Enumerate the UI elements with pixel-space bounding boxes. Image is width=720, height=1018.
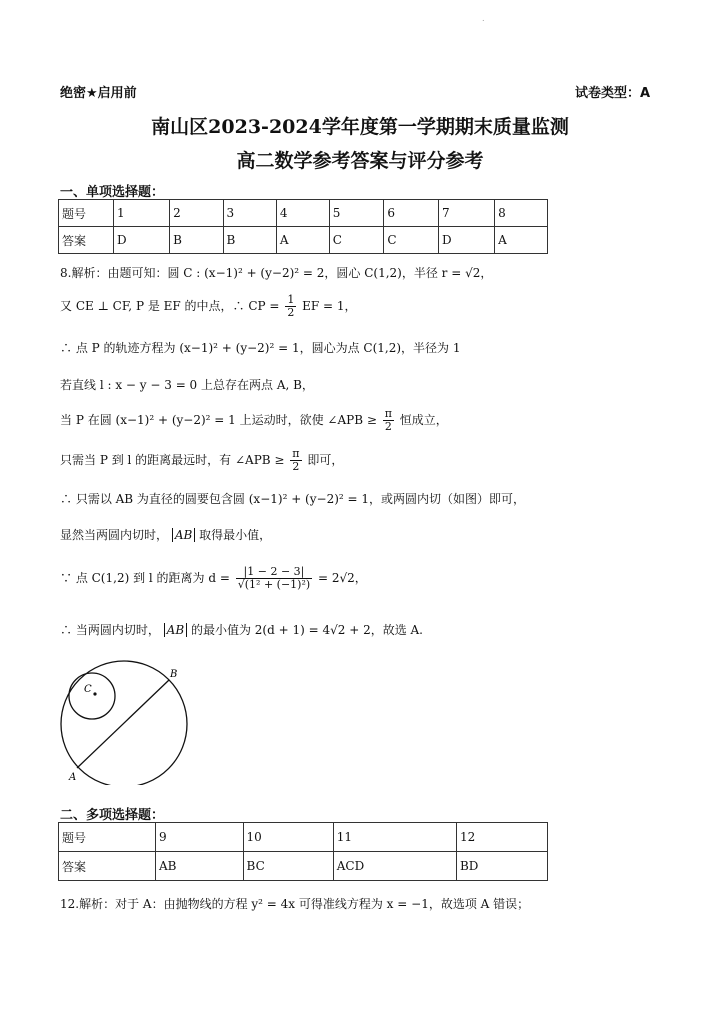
question-number: 10 bbox=[243, 823, 333, 852]
q8-line-8-text: 取得最小值， bbox=[199, 528, 272, 542]
fraction bbox=[236, 566, 312, 591]
fraction-denominator: 2 bbox=[292, 460, 300, 473]
q8-line-2-text: 又 CE ⊥ CF, P 是 EF 的中点，∴ CP = bbox=[60, 299, 280, 313]
q8-line-9 bbox=[60, 566, 367, 591]
fraction-denominator: √(1² + (−1)²) bbox=[237, 578, 311, 591]
q8-line-10-text: ∴ 当两圆内切时， bbox=[60, 623, 160, 637]
q8-line-7: ∴ 只需以 AB 为直径的圆要包含圆 (x−1)² + (y−2)² = 1，或两圆内切（如图）即可， bbox=[60, 492, 526, 506]
section1-heading: 一、单项选择题： bbox=[60, 185, 165, 200]
q8-line-10 bbox=[60, 621, 423, 639]
q8-line-5-text: 当 P 在圆 (x−1)² + (y−2)² = 1 上运动时，欲使 ∠APB ≥ bbox=[60, 413, 377, 427]
question-number: 12 bbox=[456, 823, 547, 852]
fraction-numerator: π bbox=[384, 407, 392, 420]
question-number: 3 bbox=[223, 200, 276, 227]
abs-ab: AB bbox=[164, 623, 187, 637]
q8-line-2 bbox=[60, 294, 357, 319]
fraction bbox=[285, 294, 296, 319]
confidential-label: 绝密★启用前 bbox=[60, 86, 137, 101]
answer-cell: C bbox=[329, 227, 384, 254]
section2-heading: 二、多项选择题： bbox=[60, 808, 165, 823]
center-c-point bbox=[93, 692, 96, 695]
row-label: 题号 bbox=[59, 823, 156, 852]
table-row bbox=[59, 227, 548, 254]
circles-figure bbox=[55, 660, 200, 785]
q8-line-4: 若直线 l : x − y − 3 = 0 上总存在两点 A, B， bbox=[60, 378, 314, 392]
fraction-numerator: |1 − 2 − 3| bbox=[236, 566, 312, 579]
q8-line-9-text: = 2√2， bbox=[317, 571, 367, 585]
answer-cell: BC bbox=[243, 852, 333, 881]
page-title: 南山区2023-2024学年度第一学期期末质量监测 bbox=[151, 116, 569, 138]
row-label: 答案 bbox=[59, 227, 114, 254]
q8-line-5-text: 恒成立， bbox=[399, 413, 448, 427]
answer-cell: BD bbox=[456, 852, 547, 881]
q8-line-5 bbox=[60, 408, 448, 433]
label-a: A bbox=[69, 772, 77, 783]
q8-line-8 bbox=[60, 526, 271, 544]
fraction bbox=[383, 408, 394, 433]
question-number: 1 bbox=[114, 200, 170, 227]
row-label: 题号 bbox=[59, 200, 114, 227]
q8-line-2-text: EF = 1， bbox=[302, 299, 357, 313]
table-row bbox=[59, 200, 548, 227]
paper-type-label: 试卷类型：A bbox=[574, 86, 650, 101]
fraction-numerator: 1 bbox=[287, 293, 295, 306]
q8-line-6-text: 即可， bbox=[307, 453, 344, 467]
q8-line-9-text: ∵ 点 C(1,2) 到 l 的距离为 d = bbox=[60, 571, 230, 585]
fraction-numerator: π bbox=[292, 447, 300, 460]
section2-answer-table bbox=[58, 822, 548, 881]
question-number: 8 bbox=[495, 200, 548, 227]
small-circle bbox=[69, 673, 115, 719]
answer-cell: A bbox=[495, 227, 548, 254]
q12-line-1: 12.解析：对于 A：由抛物线的方程 y² = 4x 可得准线方程为 x = −1，故选项 A 错误； bbox=[60, 897, 530, 911]
answer-cell: D bbox=[439, 227, 495, 254]
question-number: 4 bbox=[276, 200, 329, 227]
fraction-denominator: 2 bbox=[287, 306, 295, 319]
section1-answer-table bbox=[58, 199, 548, 254]
label-c: C bbox=[84, 684, 92, 695]
question-number: 2 bbox=[170, 200, 223, 227]
row-label: 答案 bbox=[59, 852, 156, 881]
answer-cell: C bbox=[384, 227, 439, 254]
page-subtitle: 高二数学参考答案与评分参考 bbox=[236, 150, 484, 172]
answer-cell: AB bbox=[156, 852, 244, 881]
fraction-denominator: 2 bbox=[384, 420, 392, 433]
question-number: 6 bbox=[384, 200, 439, 227]
table-row bbox=[59, 823, 548, 852]
scan-dot: . bbox=[482, 14, 485, 23]
answer-cell: ACD bbox=[333, 852, 456, 881]
q8-line-1: 8.解析：由题可知：圆 C : (x−1)² + (y−2)² = 2，圆心 C(1,2)，半径 r = √2， bbox=[60, 266, 493, 280]
question-number: 5 bbox=[329, 200, 384, 227]
q8-line-3: ∴ 点 P 的轨迹方程为 (x−1)² + (y−2)² = 1，圆心为点 C(1,2)，半径为 1 bbox=[60, 341, 461, 355]
answer-cell: D bbox=[114, 227, 170, 254]
question-number: 9 bbox=[156, 823, 244, 852]
answer-cell: B bbox=[223, 227, 276, 254]
abs-ab: AB bbox=[172, 528, 195, 542]
table-row bbox=[59, 852, 548, 881]
q8-line-10-text: 的最小值为 2(d + 1) = 4√2 + 2，故选 A. bbox=[190, 623, 423, 637]
question-number: 7 bbox=[439, 200, 495, 227]
q8-line-6-text: 只需当 P 到 l 的距离最远时，有 ∠APB ≥ bbox=[60, 453, 285, 467]
fraction bbox=[290, 448, 301, 473]
q8-line-8-text: 显然当两圆内切时， bbox=[60, 528, 169, 542]
label-b: B bbox=[170, 669, 178, 680]
answer-cell: B bbox=[170, 227, 223, 254]
q8-line-6 bbox=[60, 448, 343, 473]
question-number: 11 bbox=[333, 823, 456, 852]
answer-cell: A bbox=[276, 227, 329, 254]
